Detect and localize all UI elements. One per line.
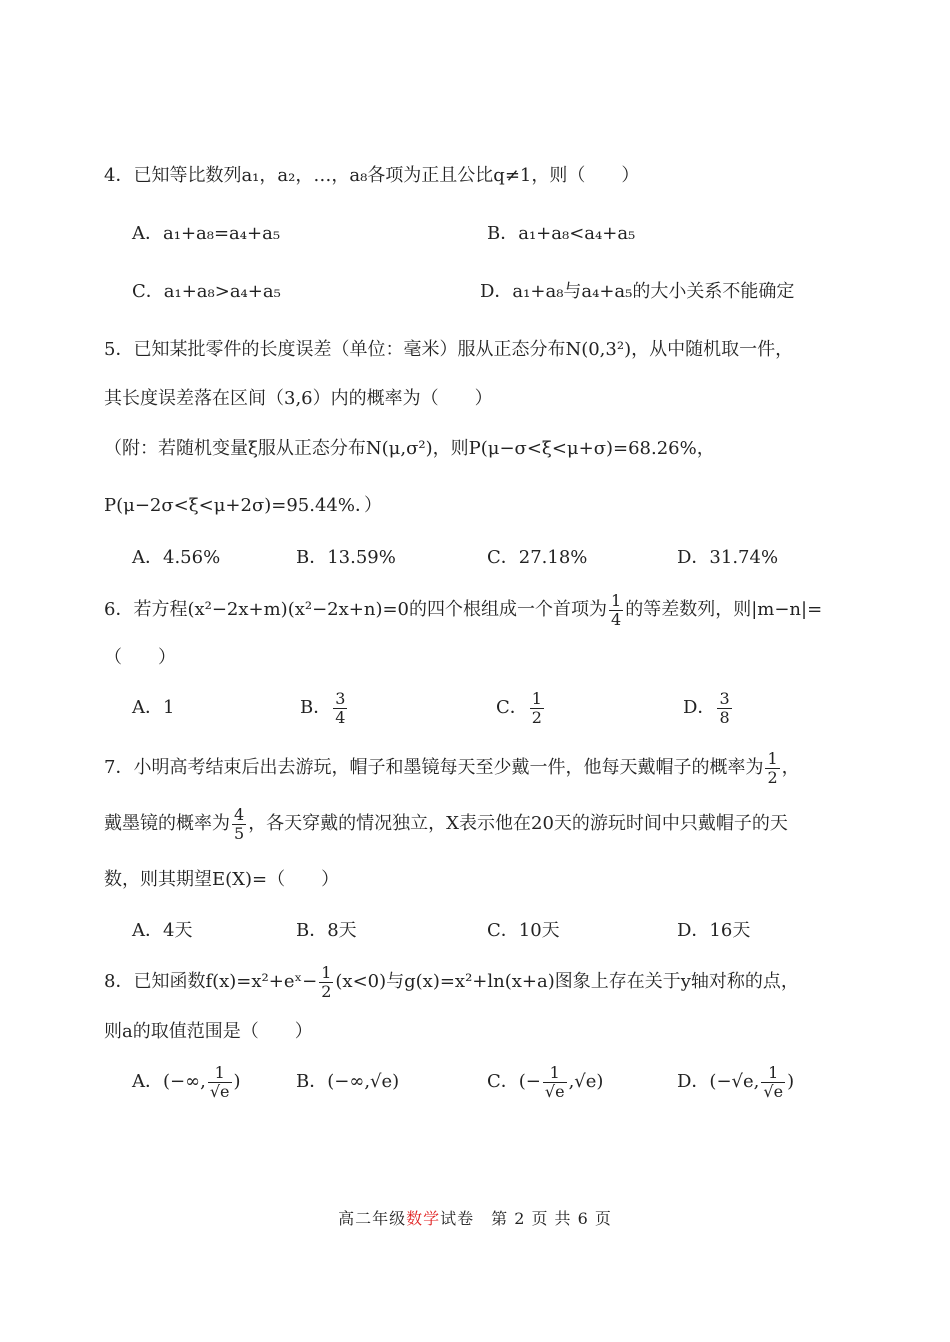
q5-stem-line1: 5．已知某批零件的长度误差（单位：毫米）服从正态分布N(0,3²)，从中随机取一件， (104, 339, 794, 360)
q6-option-d-fraction (717, 688, 731, 727)
q6-option-c (496, 686, 546, 730)
q4-option-b: B．a₁+a₈<a₄+a₅ (487, 223, 636, 244)
q6-option-c-num: 1 (531, 688, 542, 708)
q7-stem-part4: ，各天穿戴的情况独立，X表示他在20天的游玩时间中只戴帽子的天 (248, 813, 788, 834)
q7-stem-part1: 7．小明高考结束后出去游玩，帽子和墨镜每天至少戴一件，他每天戴帽子的概率为 (104, 757, 764, 778)
q6-option-d-den: 8 (719, 707, 730, 727)
q6-fraction-num: 1 (611, 590, 622, 610)
q8-option-c-fraction (543, 1062, 567, 1101)
q5-option-b: B．13.59% (296, 547, 396, 568)
q8-option-c-num: 1 (543, 1065, 567, 1083)
q8-fraction-den: 2 (321, 981, 332, 1001)
q6-stem-line1 (104, 592, 822, 628)
q5-note-line1: （附：若随机变量ξ服从正态分布N(μ,σ²)，则P(μ−σ<ξ<μ+σ)=68.26%， (104, 438, 715, 459)
q6-fraction-den: 4 (611, 609, 622, 629)
q6-option-b-fraction (333, 688, 347, 727)
q4-option-d: D．a₁+a₈与a₄+a₅的大小关系不能确定 (480, 281, 795, 302)
q5-option-d: D．31.74% (677, 547, 779, 568)
q7-stem-part2: ， (781, 757, 800, 778)
q6-option-a: A．1 (132, 697, 175, 718)
q6-option-b-den: 4 (335, 707, 346, 727)
q8-stem-part2: (x<0)与g(x)=x²+ln(x+a)图象上存在关于y轴对称的点， (335, 971, 799, 992)
q8-option-d (677, 1060, 794, 1104)
q7-fraction1-num: 1 (767, 748, 778, 768)
q7-option-a: A．4天 (132, 920, 193, 941)
q8-fraction-num: 1 (321, 962, 332, 982)
q8-option-a-label: A．(−∞, (132, 1071, 206, 1092)
q8-option-a-num: 1 (208, 1065, 232, 1083)
q8-option-a-den: √e (209, 1081, 230, 1101)
q6-option-b-label: B． (300, 697, 332, 718)
q7-fraction2-den: 5 (234, 823, 245, 843)
q8-option-a (132, 1060, 241, 1104)
footer-subject: 数学 (406, 1209, 441, 1228)
q8-option-d-num: 1 (761, 1065, 785, 1083)
q6-option-c-den: 2 (531, 707, 542, 727)
q8-stem-part1: 8．已知函数f(x)=x²+eˣ− (104, 971, 318, 992)
q7-fraction2-num: 4 (234, 804, 245, 824)
q4-option-a: A．a₁+a₈=a₄+a₅ (132, 223, 281, 244)
q6-option-b-num: 3 (335, 688, 346, 708)
q7-stem-part3: 戴墨镜的概率为 (104, 813, 230, 834)
q8-option-a-end: ) (233, 1071, 241, 1092)
footer-grade: 高二年级 (338, 1209, 407, 1228)
q8-stem-line1 (104, 962, 799, 1002)
q8-option-d-end: ) (787, 1071, 795, 1092)
q6-fraction (609, 590, 623, 629)
q6-option-d (683, 686, 734, 730)
q8-option-c-label: C．(− (487, 1071, 541, 1092)
q7-option-b: B．8天 (296, 920, 357, 941)
footer-page-number: 试卷 第 2 页 共 6 页 (440, 1209, 612, 1228)
q7-stem-line2 (104, 804, 788, 844)
q4-stem: 4．已知等比数列a₁，a₂，…，a₈各项为正且公比q≠1，则（ ） (104, 165, 640, 186)
q8-option-b: B．(−∞,√e) (296, 1071, 400, 1092)
q7-option-d: D．16天 (677, 920, 751, 941)
q6-stem-part2: 的等差数列，则|m−n|= (625, 599, 823, 620)
q8-option-a-fraction (208, 1062, 232, 1101)
q6-option-b (300, 686, 349, 730)
q8-option-c-end: ,√e) (568, 1071, 604, 1092)
q8-option-d-den: √e (763, 1081, 784, 1101)
q5-stem-line2: 其长度误差落在区间（3,6）内的概率为（ ） (104, 388, 493, 409)
q8-option-c-den: √e (544, 1081, 565, 1101)
q6-option-c-label: C． (496, 697, 528, 718)
q8-option-d-label: D．(−√e, (677, 1071, 760, 1092)
q7-option-c: C．10天 (487, 920, 560, 941)
q5-option-c: C．27.18% (487, 547, 588, 568)
q6-stem-line2: （ ） (104, 647, 176, 668)
q5-note-line2: P(μ−2σ<ξ<μ+2σ)=95.44%．） (104, 495, 382, 516)
q7-stem-line3: 数，则其期望E(X)=（ ） (104, 869, 340, 890)
q8-option-d-fraction (761, 1062, 785, 1101)
q8-fraction (319, 962, 333, 1001)
q6-option-d-num: 3 (719, 688, 730, 708)
q8-stem-line2: 则a的取值范围是（ ） (104, 1021, 313, 1042)
q4-option-c: C．a₁+a₈>a₄+a₅ (132, 281, 281, 302)
q7-fraction1-den: 2 (767, 767, 778, 787)
q7-fraction1 (765, 748, 779, 787)
q6-stem-part1: 6．若方程(x²−2x+m)(x²−2x+n)=0的四个根组成一个首项为 (104, 599, 608, 620)
q7-fraction2 (232, 804, 246, 843)
q6-option-c-fraction (530, 688, 544, 727)
q5-option-a: A．4.56% (132, 547, 221, 568)
q8-option-c (487, 1060, 603, 1104)
q6-option-d-label: D． (683, 697, 716, 718)
q7-stem-line1 (104, 748, 800, 788)
page-footer (0, 1206, 950, 1229)
